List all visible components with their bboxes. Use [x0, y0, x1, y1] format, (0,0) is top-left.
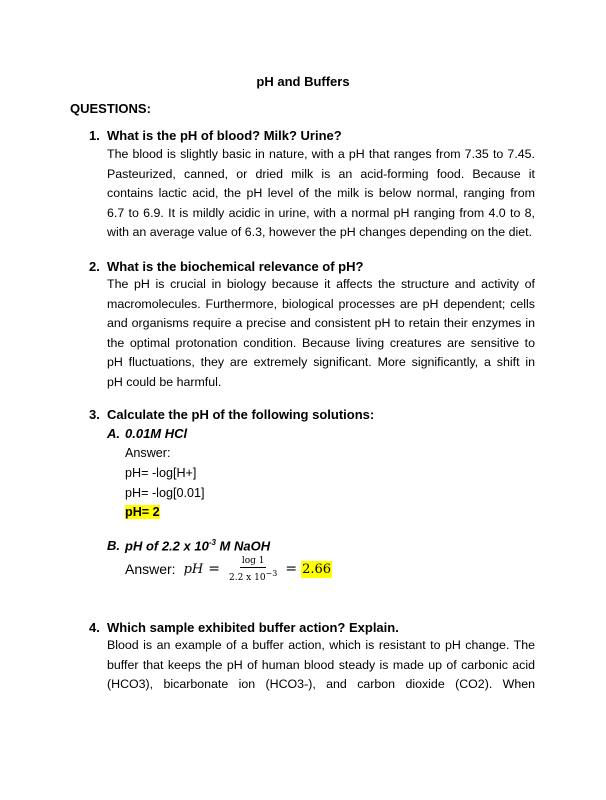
- part-b-heading: [107, 538, 270, 553]
- question-1-heading: [89, 128, 342, 143]
- part-b-label-pre: pH of 2.2 x 10: [125, 538, 209, 554]
- question-1-answer: [107, 145, 535, 243]
- part-a-heading: [107, 426, 187, 441]
- question-4-heading: [89, 620, 399, 635]
- part-b-label-exponent: -3: [208, 538, 216, 547]
- answer-line: Blood is an example of a buffer action, which is resistant to pH change. The: [107, 638, 535, 652]
- answer-line: Pasteurized, canned, or dried milk is an acid-forming food. Because it: [107, 166, 535, 181]
- question-1-number: 1.: [89, 128, 100, 143]
- denominator-base: 2.2 x 10: [228, 572, 266, 583]
- part-b-answer: [125, 556, 332, 582]
- answer-line: pH could be harmful.: [107, 374, 222, 389]
- equation-equals-2: =: [285, 561, 298, 577]
- equation-fraction: [229, 556, 277, 583]
- question-2-answer: [107, 275, 535, 393]
- part-a-step-1: pH= -log[H+]: [125, 466, 197, 480]
- answer-line: the optimal protonation condition. Because living creatures are sensitive to: [107, 335, 535, 350]
- answer-line: pH fluctuations, they are extremely significant. More significantly, a shift in: [107, 355, 535, 370]
- answer-line: contains lactic acid, the pH level of the milk is below normal, ranging from: [107, 186, 535, 201]
- question-2-text: What is the biochemical relevance of pH?: [107, 259, 364, 274]
- answer-line: with an average value of 6.3, however the pH changes depending on the diet.: [107, 225, 533, 240]
- part-b-label-post: M NaOH: [215, 538, 271, 554]
- question-1-text: What is the pH of blood? Milk? Urine?: [107, 128, 342, 143]
- part-a-label: 0.01M HCl: [125, 426, 188, 441]
- question-2-heading: [89, 259, 363, 274]
- question-4-text: Which sample exhibited buffer action? Explain.: [107, 620, 399, 635]
- part-a-step-2: pH= -log[0.01]: [125, 486, 205, 500]
- answer-line: macromolecules. Furthermore, biological processes are pH dependent; cells: [107, 296, 535, 311]
- answer-line: (HCO3), bicarbonate ion (HCO3-), and carbon dioxide (CO2). When: [107, 677, 535, 692]
- equation-result: 2.66: [302, 561, 332, 577]
- answer-line: The blood is slightly basic in nature, with a pH that ranges from 7.35 to 7.45.: [107, 147, 535, 161]
- part-a-letter: A.: [107, 426, 120, 441]
- question-4-answer: [107, 636, 535, 695]
- part-a-result: [125, 505, 160, 519]
- answer-line: buffer that keeps the pH of human blood steady is made up of carbonic acid: [107, 657, 535, 672]
- answer-line: The pH is crucial in biology because it affects the structure and activity of: [107, 277, 535, 291]
- question-3-number: 3.: [89, 407, 100, 422]
- question-4-number: 4.: [89, 620, 100, 635]
- fraction-numerator: log 1: [241, 555, 265, 566]
- answer-line: and organisms require a precise and consistent pH to retain their enzymes in: [107, 316, 535, 331]
- part-b-letter: B.: [107, 538, 120, 554]
- question-2-number: 2.: [89, 259, 100, 274]
- equation-equals: =: [208, 561, 220, 577]
- equation-variable: pH: [183, 561, 204, 577]
- question-3-text: Calculate the pH of the following solutions:: [107, 407, 375, 422]
- highlighted-result: pH= 2: [125, 505, 160, 519]
- denominator-exponent: −3: [265, 568, 278, 578]
- part-a-answer-label: Answer:: [125, 446, 171, 460]
- question-3-heading: [89, 407, 374, 422]
- ph-equation: [184, 556, 332, 583]
- fraction-denominator: [229, 568, 277, 583]
- page-title: pH and Buffers: [256, 74, 350, 89]
- part-b-answer-label: Answer:: [125, 561, 176, 577]
- questions-heading: QUESTIONS:: [70, 101, 151, 116]
- answer-line: 6.7 to 6.9. It is mildly acidic in urine, with a normal pH ranging from 4.0 to 8,: [107, 205, 535, 220]
